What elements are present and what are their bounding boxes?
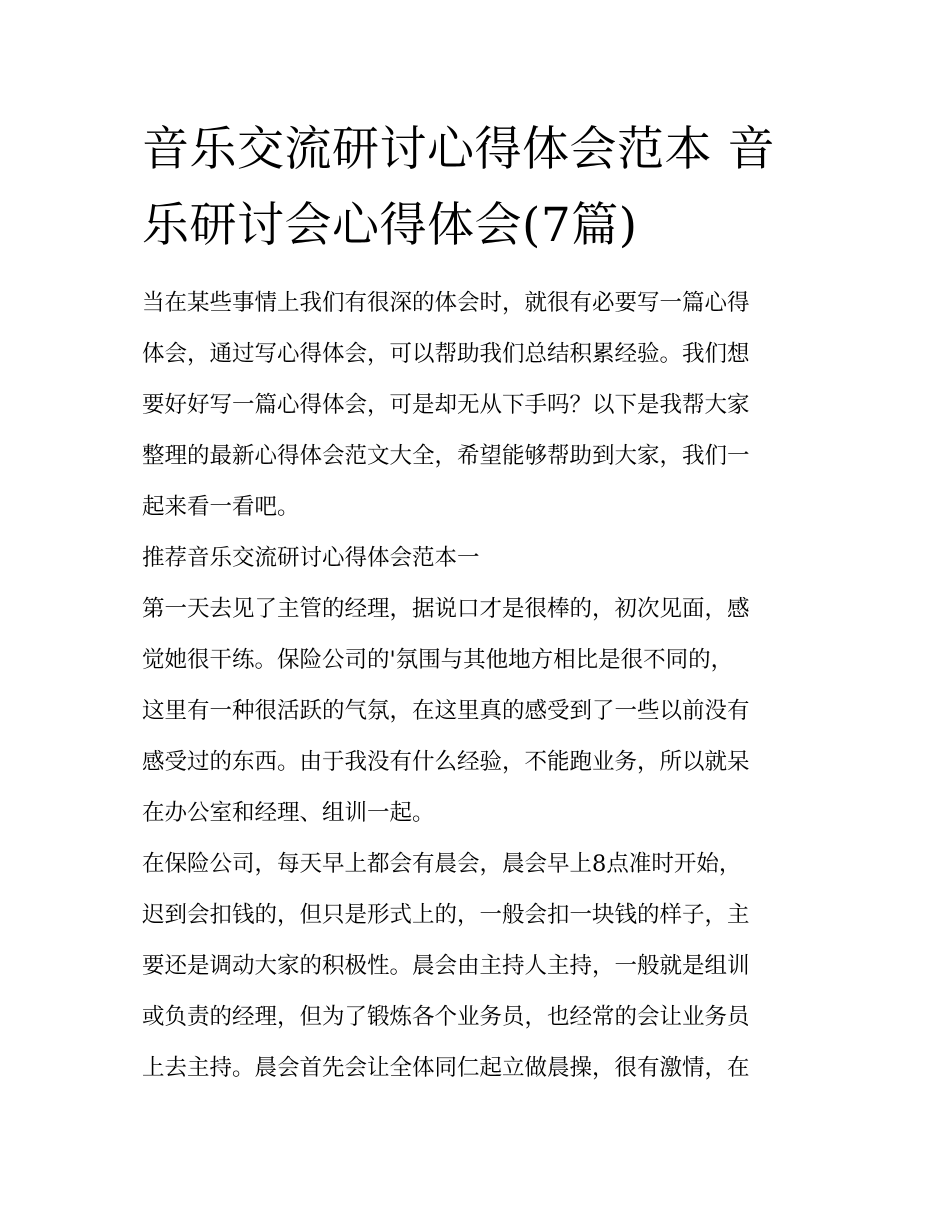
title-line: 乐研讨会心得体会(7篇) <box>142 198 638 253</box>
text-line: 在办公室和经理、组训一起。 <box>142 800 435 826</box>
text-line: 要还是调动大家的积极性。晨会由主持人主持，一般就是组训 <box>142 953 750 979</box>
body-paragraph <box>142 839 814 1094</box>
text-line: 感受过的东西。由于我没有什么经验，不能跑业务，所以就呆 <box>142 749 750 775</box>
text-line: 迟到会扣钱的，但只是形式上的，一般会扣一块钱的样子，主 <box>142 902 750 928</box>
text-line: 当在某些事情上我们有很深的体会时，就很有必要写一篇心得 <box>142 290 750 316</box>
text-line: 或负责的经理，但为了锻炼各个业务员，也经常的会让业务员 <box>142 1004 750 1030</box>
text-line: 第一天去见了主管的经理，据说口才是很棒的，初次见面，感 <box>142 596 750 622</box>
text-line: 起来看一看吧。 <box>142 494 300 520</box>
body-paragraph <box>142 584 814 839</box>
title-line: 音乐交流研讨心得体会范本 音 <box>142 122 775 177</box>
text-line: 在保险公司，每天早上都会有晨会，晨会早上8点准时开始， <box>142 851 742 877</box>
text-line: 觉她很干练。保险公司的'氛围与其他地方相比是很不同的， <box>142 647 734 673</box>
text-line: 整理的最新心得体会范文大全，希望能够帮助到大家，我们一 <box>142 443 750 469</box>
intro-paragraph <box>142 278 814 533</box>
document-page <box>142 112 814 1094</box>
text-line: 要好好写一篇心得体会，可是却无从下手吗？以下是我帮大家 <box>142 392 750 418</box>
text-line: 上去主持。晨会首先会让全体同仁起立做晨操，很有激情，在 <box>142 1055 750 1081</box>
text-line: 这里有一种很活跃的气氛，在这里真的感受到了一些以前没有 <box>142 698 750 724</box>
section-heading: 推荐音乐交流研讨心得体会范本一 <box>142 545 480 571</box>
document-title <box>142 112 814 264</box>
text-line: 体会，通过写心得体会，可以帮助我们总结积累经验。我们想 <box>142 341 750 367</box>
